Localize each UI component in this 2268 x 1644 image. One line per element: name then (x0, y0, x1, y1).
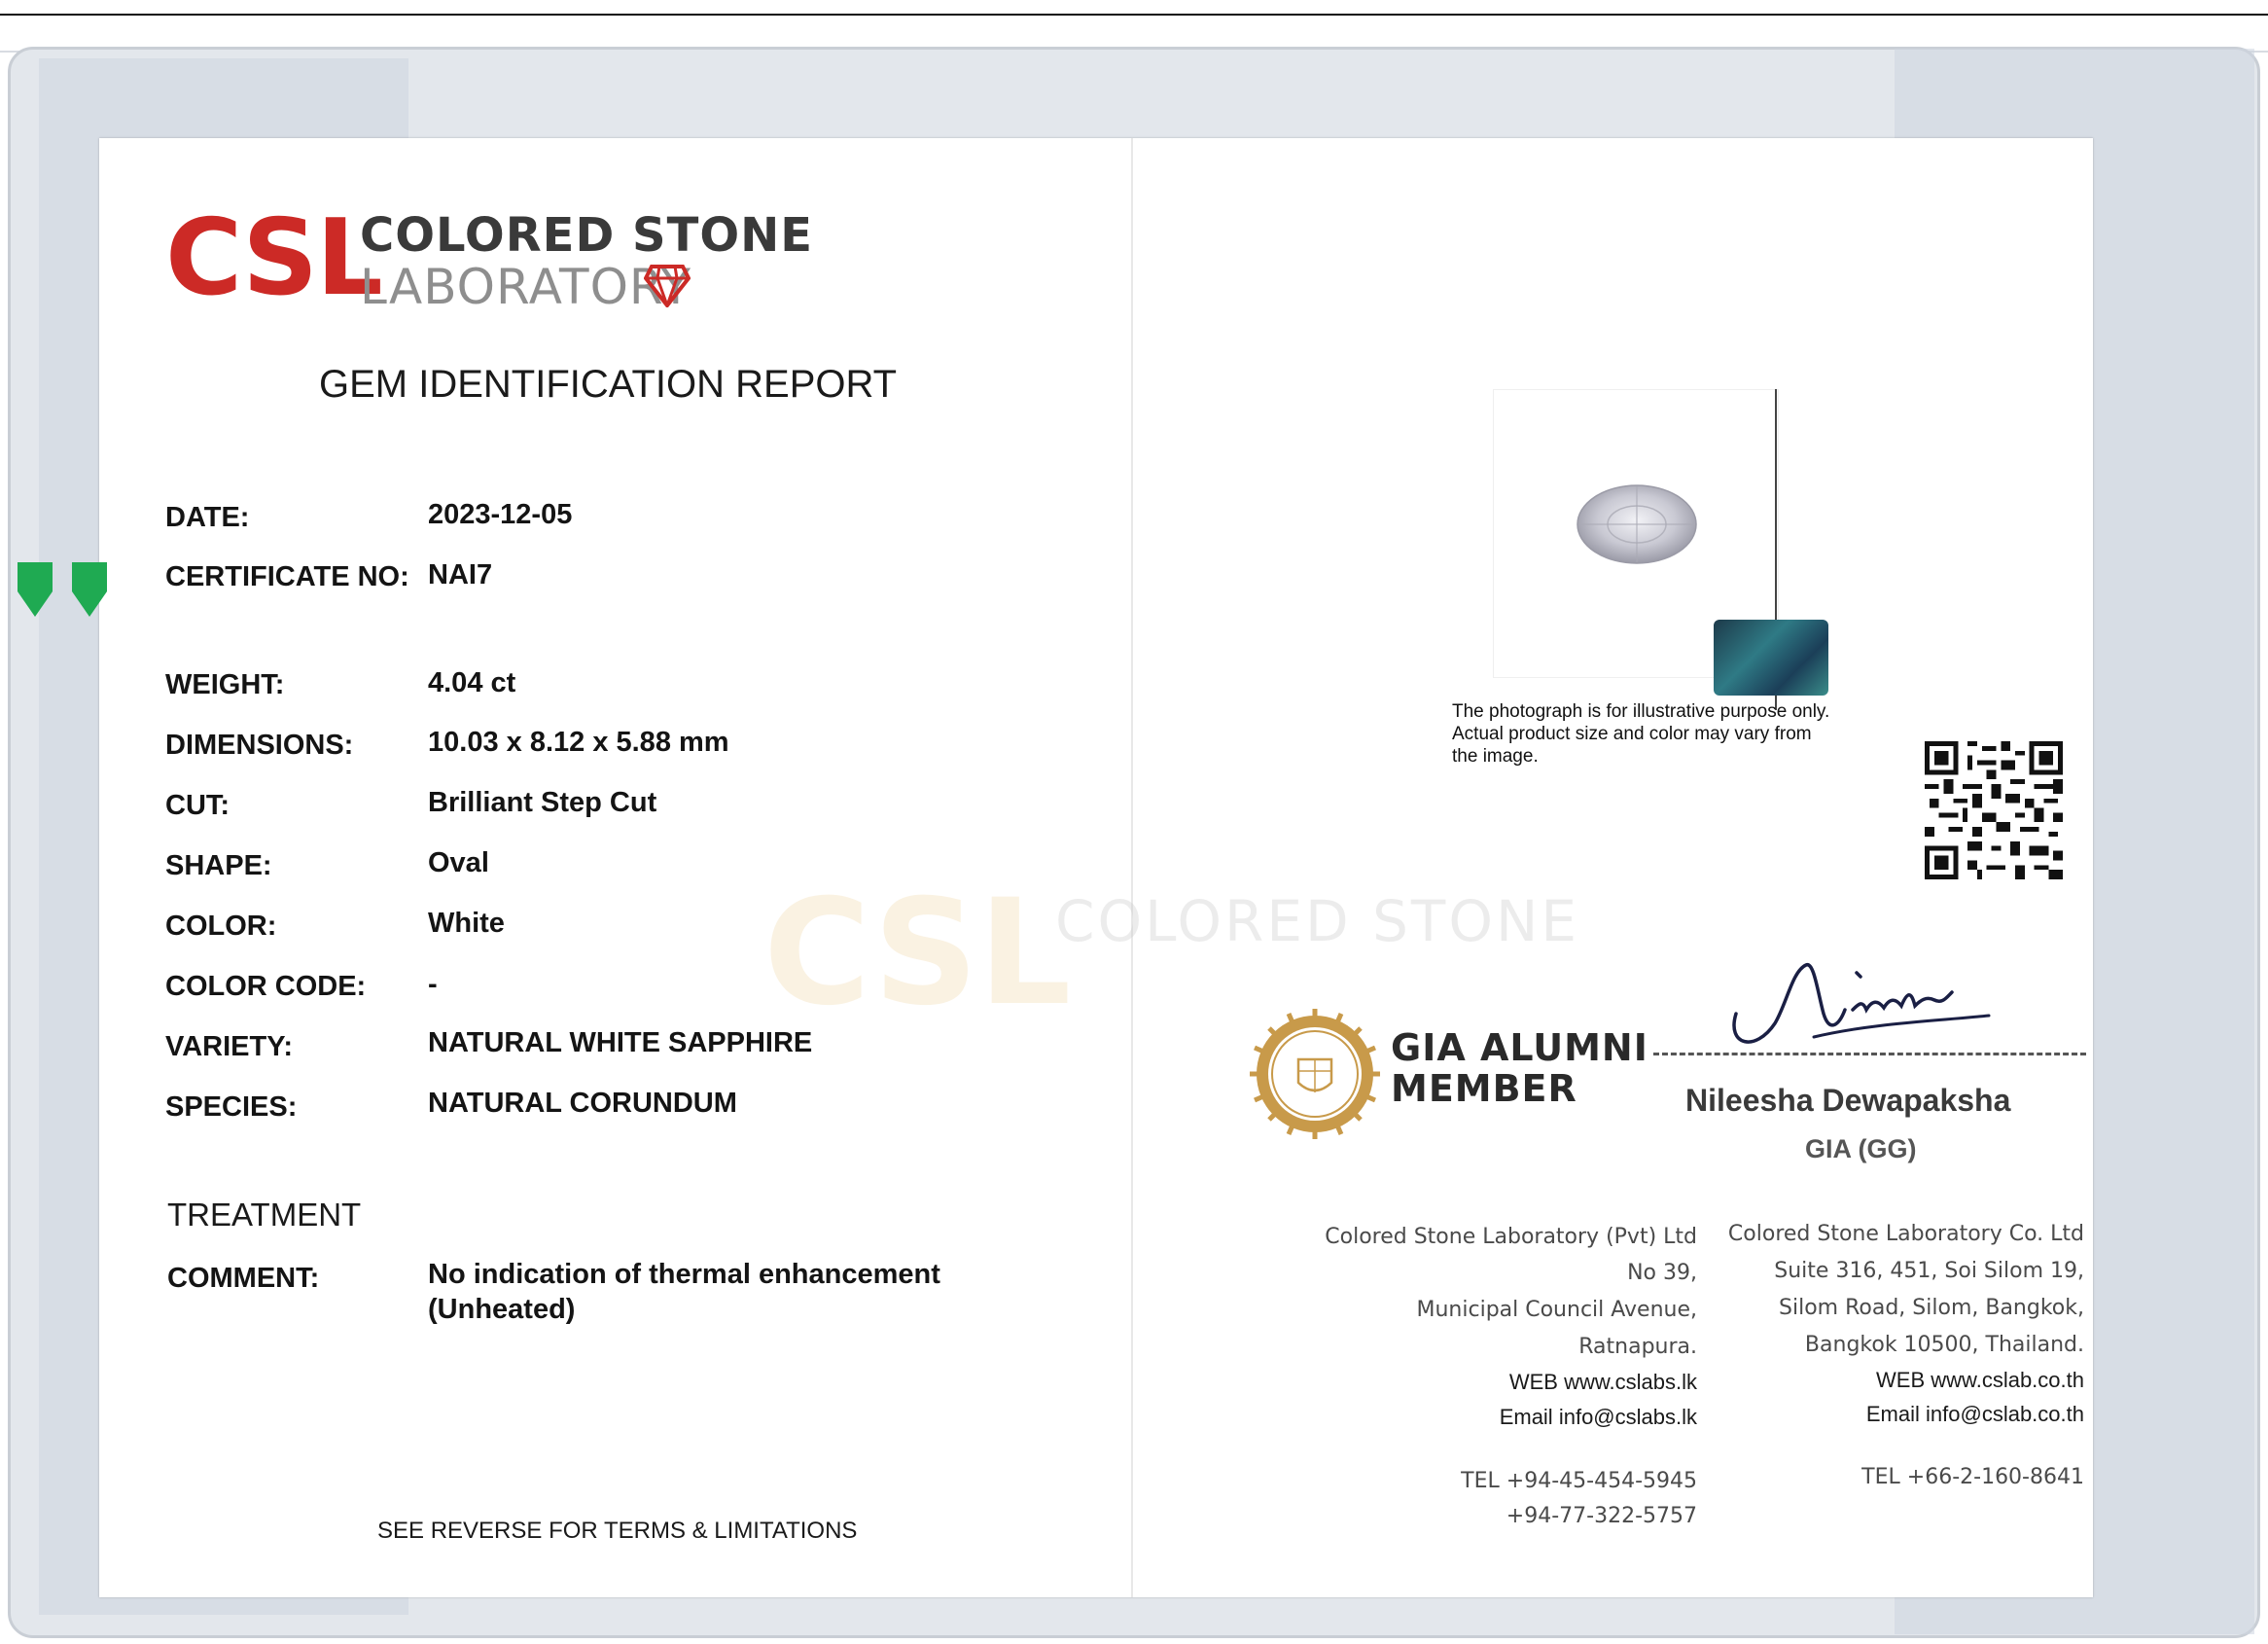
field-label-cut: CUT: (165, 790, 230, 821)
terms-note: SEE REVERSE FOR TERMS & LIMITATIONS (377, 1518, 858, 1544)
green-arrow-icon (18, 562, 53, 617)
signer-credential: GIA (GG) (1805, 1134, 1917, 1163)
field-value-species: NATURAL CORUNDUM (428, 1088, 737, 1119)
field-label-dimensions: DIMENSIONS: (165, 730, 354, 761)
watermark-csl: CSL (763, 869, 1072, 1038)
hologram-sticker (1714, 620, 1828, 696)
scan-top-edge (0, 0, 2268, 53)
address-th-web[interactable]: www.cslab.co.th (1931, 1368, 2084, 1392)
address-th-line1: Suite 316, 451, Soi Silom 19, (1774, 1259, 2084, 1283)
field-value-dimensions: 10.03 x 8.12 x 5.88 mm (428, 727, 729, 758)
address-th-line3: Bangkok 10500, Thailand. (1804, 1333, 2084, 1357)
address-lk-line2: Municipal Council Avenue, (1416, 1298, 1697, 1322)
address-th-web-label: WEB (1876, 1368, 1926, 1392)
scan-top-line (0, 14, 2268, 16)
watermark-colored-stone: COLORED STONE (1055, 888, 1580, 954)
field-label-date: DATE: (165, 502, 250, 533)
logo-laboratory: LABORATORY (360, 259, 692, 315)
field-label-color: COLOR: (165, 911, 277, 942)
address-th-company: Colored Stone Laboratory Co. Ltd (1727, 1222, 2084, 1246)
field-value-certificate-no: NAI7 (428, 559, 493, 590)
treatment-heading: TREATMENT (167, 1197, 362, 1233)
field-value-color: White (428, 908, 505, 939)
address-th-email[interactable]: info@cslab.co.th (1926, 1402, 2084, 1426)
address-th-tel-row (1861, 1467, 2084, 1488)
handwritten-signature (1717, 953, 2008, 1060)
signature-line (1653, 1053, 2086, 1055)
gia-alumni-label: GIA ALUMNI (1391, 1026, 1648, 1069)
address-th-tel-label: TEL (1861, 1465, 1900, 1489)
field-value-variety: NATURAL WHITE SAPPHIRE (428, 1027, 813, 1058)
address-lk-tel1: +94-45-454-5945 (1506, 1469, 1697, 1493)
field-value-weight: 4.04 ct (428, 667, 516, 698)
address-lk-tel2: +94-77-322-5757 (1506, 1504, 1697, 1528)
address-lk-email-row (1500, 1407, 1697, 1428)
green-arrow-icon (72, 562, 107, 617)
gia-alumni-seal (1250, 1009, 1380, 1139)
report-title: GEM IDENTIFICATION REPORT (319, 363, 898, 406)
comment-line-1: No indication of thermal enhancement (428, 1259, 940, 1290)
gem-photo (1577, 484, 1697, 564)
comment-line-2: (Unheated) (428, 1294, 576, 1325)
address-th-email-label: Email (1865, 1402, 1920, 1426)
field-label-weight: WEIGHT: (165, 669, 285, 700)
logo-csl: CSL (165, 197, 381, 319)
field-value-cut: Brilliant Step Cut (428, 787, 657, 818)
address-lk-email-label: Email (1499, 1405, 1553, 1429)
address-th-web-row (1876, 1370, 2084, 1391)
signer-name: Nileesha Dewapaksha (1685, 1083, 2011, 1118)
address-lk-tel-row (1461, 1471, 1697, 1492)
qr-code (1925, 741, 2063, 879)
field-value-color-code: - (428, 969, 438, 1000)
certificate-card (99, 138, 2093, 1597)
address-th-email-row (1866, 1404, 2084, 1425)
field-label-color-code: COLOR CODE: (165, 971, 367, 1002)
address-lk-line3: Ratnapura. (1578, 1335, 1697, 1359)
field-label-certificate-no: CERTIFICATE NO: (165, 561, 409, 592)
address-lk-line1: No 39, (1627, 1261, 1697, 1285)
address-th-tel1: +66-2-160-8641 (1906, 1465, 2084, 1489)
logo-colored-stone: COLORED STONE (360, 208, 814, 263)
gem-icon (644, 265, 691, 307)
field-value-shape: Oval (428, 847, 489, 878)
photo-disclaimer: The photograph is for illustrative purpose only. Actual product size and color may vary from the image. (1452, 701, 1830, 767)
card-fold-line (1131, 138, 1133, 1597)
address-lk-web[interactable]: www.cslabs.lk (1564, 1370, 1697, 1394)
address-lk-web-row (1509, 1372, 1697, 1393)
address-lk-web-label: WEB (1508, 1370, 1558, 1394)
comment-label: COMMENT: (167, 1263, 320, 1294)
field-label-species: SPECIES: (165, 1091, 298, 1123)
field-value-date: 2023-12-05 (428, 499, 573, 530)
address-lk-email[interactable]: info@cslabs.lk (1558, 1405, 1697, 1429)
address-lk-company: Colored Stone Laboratory (Pvt) Ltd (1325, 1225, 1697, 1249)
gia-member-label: MEMBER (1391, 1067, 1577, 1110)
field-label-shape: SHAPE: (165, 850, 272, 881)
address-lk-tel-label: TEL (1461, 1469, 1500, 1493)
field-label-variety: VARIETY: (165, 1031, 294, 1062)
address-th-line2: Silom Road, Silom, Bangkok, (1779, 1296, 2084, 1320)
